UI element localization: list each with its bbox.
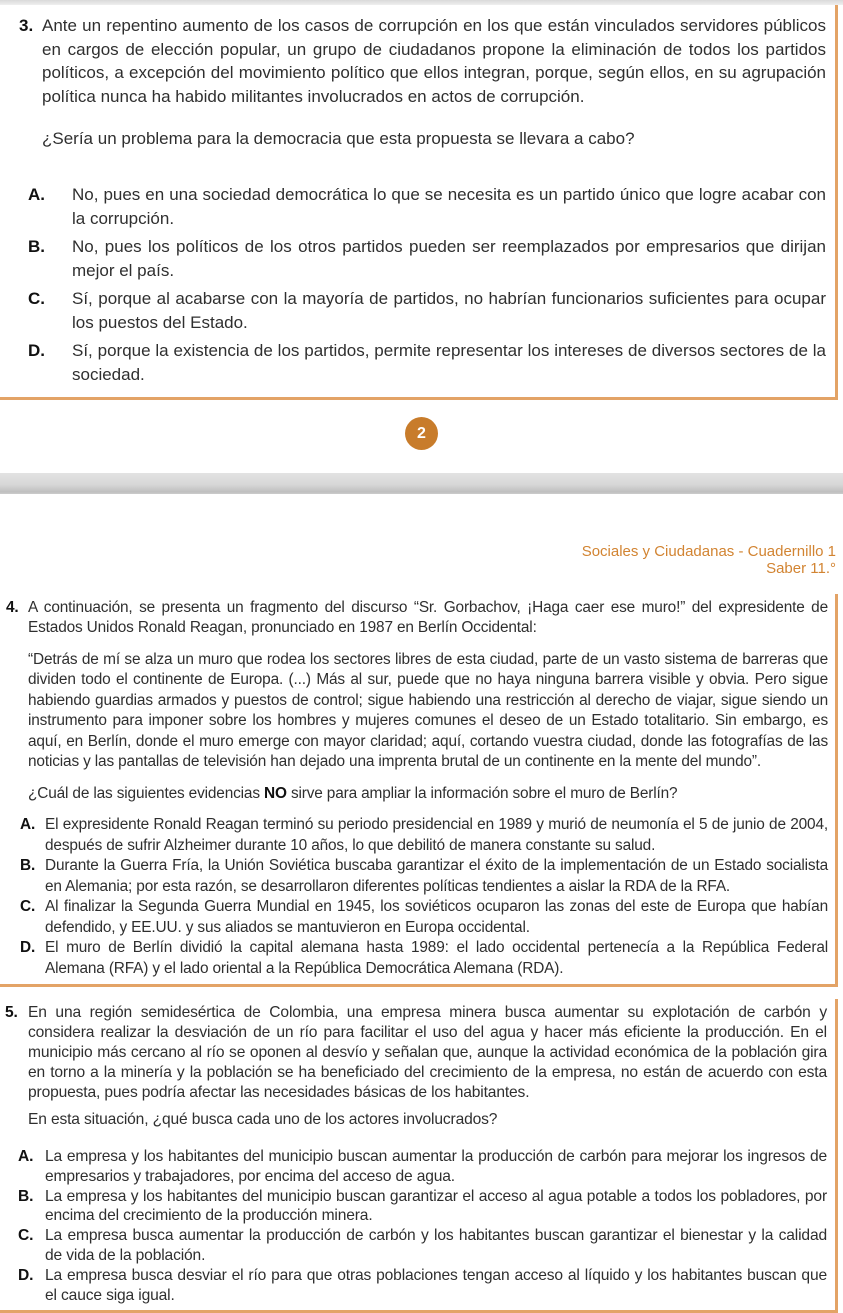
option-letter: B. [20, 856, 45, 897]
page-1 [0, 5, 843, 451]
option-text: Sí, porque la existencia de los partidos, permite representar los intereses de diversos sectores de la sociedad. [72, 339, 826, 387]
option-text: La empresa y los habitantes del municipio buscan garantizar el acceso al agua potable a todos los pobladores, por encima del crecimiento de la producción minera. [45, 1187, 827, 1227]
question-5-paragraph: En una región semidesértica de Colombia, una empresa minera busca aumentar su explotación de carbón y considera realizar la desviación de un río para facilitar el uso del agua y hacer más eficiente la producción. En el municipio más cercano al río se oponen al desvío y señalan que, aunque la actividad económica de la población gira en torno a la minería y la población se ha beneficiado del crecimiento de la empresa, no están de acuerdo con esta propuesta, pues podría afectar las necesidades básicas de los habitantes. [28, 1003, 827, 1103]
option-row-d [18, 1266, 827, 1306]
option-row-b [18, 1187, 827, 1227]
option-text: El expresidente Ronald Reagan terminó su periodo presidencial en 1989 y murió de neumonía el 5 de junio de 2004, después de sufrir Alzheimer durante 10 años, lo que debilitó de manera constante su salud. [45, 815, 828, 856]
question-5-statement [5, 1003, 827, 1103]
page-2 [0, 543, 843, 1313]
question-5-box [0, 999, 838, 1313]
question-3-box [0, 5, 838, 400]
option-row-d [28, 339, 826, 387]
option-row-c [28, 287, 826, 335]
question-4-intro: A continuación, se presenta un fragmento del discurso “Sr. Gorbachov, ¡Haga caer ese muro!” del expresidente de Estados Unidos Ronald Reagan, pronunciado en 1987 en Berlín Occidental: [28, 598, 828, 639]
question-3-options [28, 183, 826, 387]
page-number-badge: 2 [405, 417, 438, 450]
option-letter: B. [18, 1187, 45, 1227]
page-separator [0, 473, 843, 494]
option-text: El muro de Berlín dividió la capital alemana hasta 1989: el lado occidental pertenecía a la República Federal Alemana (RFA) y el lado oriental a la República Democrática Alemana (RDA). [45, 938, 828, 979]
question-4-box [0, 594, 838, 988]
option-text: Al finalizar la Segunda Guerra Mundial en 1945, los soviéticos ocuparon las zonas del este de Europa que habían defendido, y EE.UU. y sus aliados se mantuvieron en Europa occidental. [45, 897, 828, 938]
question-4-prompt [28, 784, 828, 805]
option-row-c [18, 1226, 827, 1266]
booklet-header [0, 543, 843, 578]
question-3-paragraph: Ante un repentino aumento de los casos de corrupción en los que están vinculados servidores públicos en cargos de elección popular, un grupo de ciudadanos propone la eliminación de todos los partidos políticos, a excepción del movimiento político que ellos integran, porque, según ellos, en su agrupación política nunca ha habido militantes involucrados en actos de corrupción. [42, 14, 826, 108]
question-4-statement [6, 598, 828, 639]
option-text: Durante la Guerra Fría, la Unión Soviética buscaba garantizar el éxito de la implementación de un Estado socialista en Alemania; por esta razón, se desarrollaron diferentes políticas tendientes a aislar la RDA de la RFA. [45, 856, 828, 897]
question-4-quote: “Detrás de mí se alza un muro que rodea los sectores libres de esta ciudad, parte de un vasto sistema de barreras que dividen todo el continente de Europa. (...) Más al sur, puede que no haya ninguna barrera visible y obvia. Pero sigue habiendo guardias armados y puestos de control; sigue habiendo una restricción al derecho de viajar, sigue siendo un instrumento para imponer sobre los hombres y mujeres comunes el deseo de un Estado totalitario. Sin embargo, es aquí, en Berlín, donde el muro emerge con mayor claridad; aquí, cortando vuestra ciudad, donde las fotografías de las noticias y las pantallas de televisión han dejado una imprenta brutal de un continente en la mente del mundo”. [28, 650, 828, 773]
option-text: La empresa busca aumentar la producción de carbón y los habitantes buscan garantizar el bienestar y la calidad de vida de la población. [45, 1226, 827, 1266]
option-row-d [20, 938, 828, 979]
option-letter: A. [28, 183, 72, 231]
question-3-number: 3. [19, 14, 42, 108]
option-row-c [20, 897, 828, 938]
option-row-a [20, 815, 828, 856]
option-text: No, pues en una sociedad democrática lo que se necesita es un partido único que logre acabar con la corrupción. [72, 183, 826, 231]
option-row-a [18, 1147, 827, 1187]
option-letter: B. [28, 235, 72, 283]
option-row-b [20, 856, 828, 897]
option-letter: D. [28, 339, 72, 387]
booklet-header-title: Sociales y Ciudadanas - Cuadernillo 1 [0, 543, 836, 561]
option-letter: A. [18, 1147, 45, 1187]
question-5-options [18, 1147, 827, 1305]
page-footer [0, 417, 843, 451]
question-3-prompt: ¿Sería un problema para la democracia que esta propuesta se llevara a cabo? [42, 127, 826, 151]
option-letter: D. [20, 938, 45, 979]
option-text: La empresa y los habitantes del municipio buscan aumentar la producción de carbón para mejorar los ingresos de empresarios y trabajadores, por encima del acceso de agua. [45, 1147, 827, 1187]
prompt-prefix: ¿Cuál de las siguientes evidencias [28, 785, 264, 802]
question-4-number: 4. [6, 598, 28, 639]
option-letter: C. [28, 287, 72, 335]
option-text: No, pues los políticos de los otros partidos pueden ser reemplazados por empresarios que dirijan mejor el país. [72, 235, 826, 283]
question-3-statement [19, 14, 826, 108]
prompt-suffix: sirve para ampliar la información sobre el muro de Berlín? [287, 785, 678, 802]
option-row-a [28, 183, 826, 231]
option-text: La empresa busca desviar el río para que otras poblaciones tengan acceso al líquido y los habitantes buscan que el cauce siga igual. [45, 1266, 827, 1306]
option-row-b [28, 235, 826, 283]
option-text: Sí, porque al acabarse con la mayoría de partidos, no habrían funcionarios suficientes para ocupar los puestos del Estado. [72, 287, 826, 335]
prompt-bold-no: NO [264, 785, 287, 802]
option-letter: C. [20, 897, 45, 938]
option-letter: A. [20, 815, 45, 856]
question-4-options [20, 815, 828, 979]
question-5-prompt: En esta situación, ¿qué busca cada uno de los actores involucrados? [28, 1110, 827, 1130]
booklet-header-subtitle: Saber 11.° [0, 560, 836, 578]
option-letter: D. [18, 1266, 45, 1306]
option-letter: C. [18, 1226, 45, 1266]
question-5-number: 5. [5, 1003, 28, 1103]
